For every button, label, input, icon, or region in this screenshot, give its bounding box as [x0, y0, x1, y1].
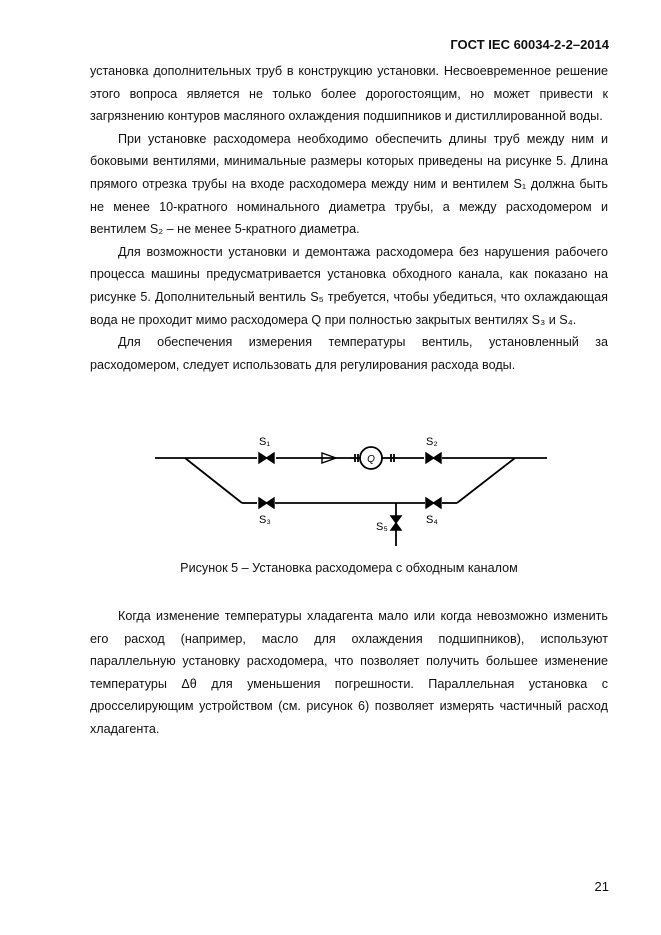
valve-s5-icon — [391, 516, 401, 530]
figure-caption: Рисунок 5 – Установка расходомера с обходным каналом — [180, 561, 518, 575]
paragraph: Для обеспечения измерения температуры вентиль, установленный за расходомером, следует использовать для регулирования расхода воды. — [90, 335, 608, 372]
valve-s4-icon — [426, 498, 441, 508]
label-s4: S₄ — [426, 514, 438, 526]
label-flowmeter: Q — [367, 454, 375, 465]
label-s2: S₂ — [426, 436, 438, 448]
paragraph: При установке расходомера необходимо обеспечить длины труб между ним и боковыми вентилями, минимальные размеры которых приведены на рисунке 5. Длина прямого отрезка трубы на входе расходомера между ним и вентилем S₁ должна быть не менее 10-кратного номинального диаметра трубы, а между расходомером и вентилем S₂ – не менее 5-кратного диаметра. — [90, 131, 608, 237]
label-s3: S₃ — [259, 514, 271, 526]
bypass-left-diagonal — [185, 458, 242, 503]
paragraph: установка дополнительных труб в конструкцию установки. Несвоевременное решение этого вопроса является не только более дорогостоящим, но может привести к загрязнению контуров масляного охлаждения подшипников и дистиллированной воды. — [90, 64, 608, 124]
valve-s1-icon — [259, 453, 274, 463]
bypass-right-diagonal — [457, 458, 515, 503]
page-number: 21 — [594, 879, 609, 894]
label-s5: S₅ — [376, 521, 388, 533]
flowmeter-bypass-diagram — [150, 428, 550, 553]
valve-s2-icon — [426, 453, 441, 463]
body-text-bottom — [90, 605, 608, 741]
paragraph: Когда изменение температуры хладагента мало или когда невозможно изменить его расход (например, масло для охлаждения подшипников), используют параллельную установку расходомера, что позволяет получить большее изменение температуры Δθ для уменьшения погрешности. Параллельная установка с дросселирующим устройством (см. рисунок 6) позволяет измерять частичный расход хладагента. — [90, 609, 608, 736]
paragraph: Для возможности установки и демонтажа расходомера без нарушения рабочего процесса машины предусматривается установка обходного канала, как показано на рисунке 5. Дополнительный вентиль S₅ требуется, чтобы убедиться, что охлаждающая вода не проходит мимо расходомера Q при полностью закрытых вентилях S₃ и S₄. — [90, 244, 608, 327]
valve-s3-icon — [259, 498, 274, 508]
label-s1: S₁ — [259, 436, 271, 448]
document-header: ГОСТ IEC 60034-2-2–2014 — [450, 37, 609, 52]
body-text-top — [90, 60, 608, 376]
